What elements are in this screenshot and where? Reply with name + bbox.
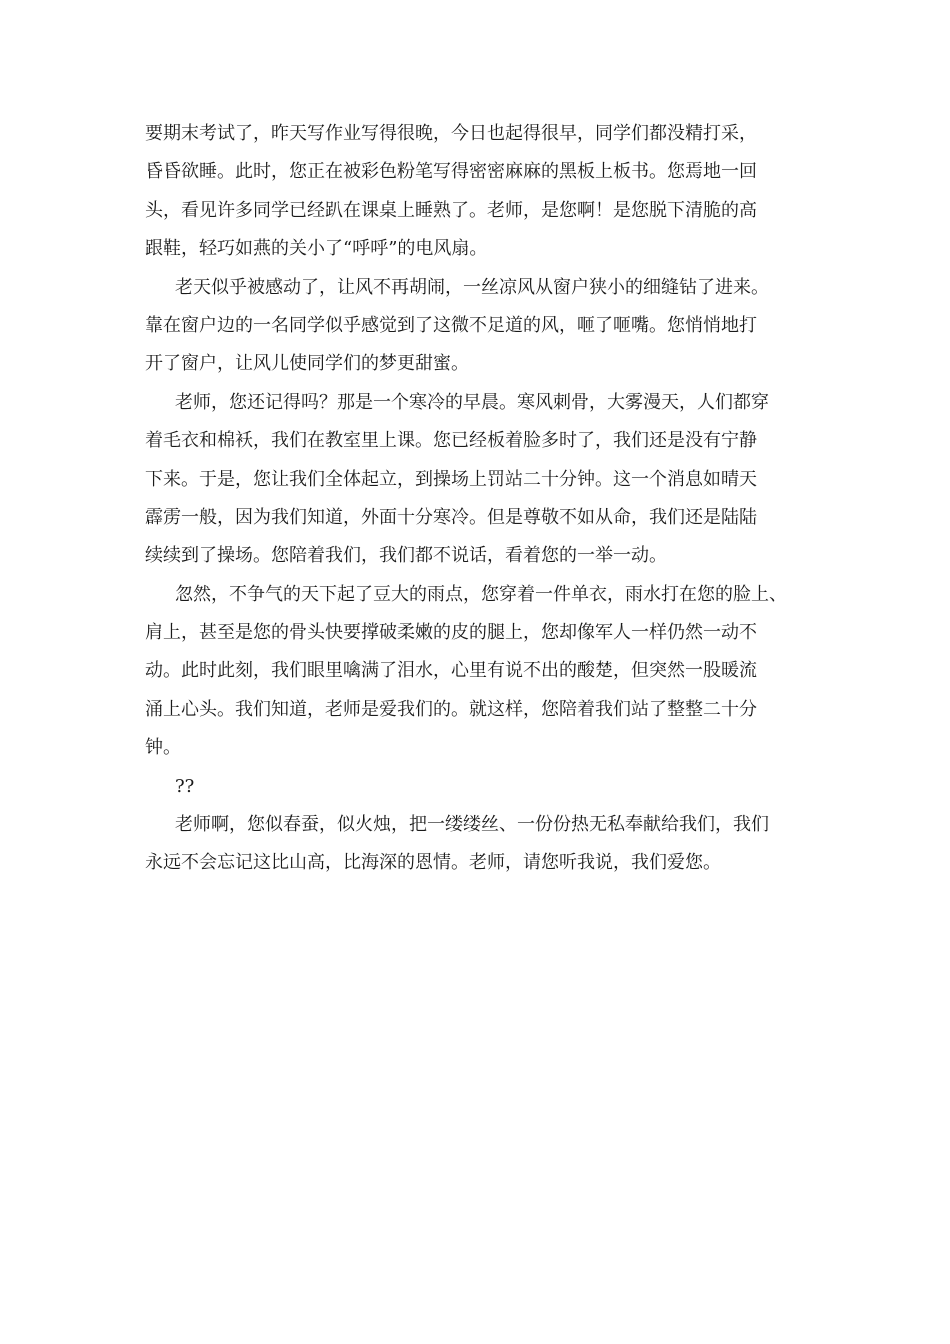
text-line: 着毛衣和棉袄，我们在教室里上课。您已经板着脸多时了，我们还是没有宁静 — [145, 430, 757, 452]
paragraph-first-line: 老师，您还记得吗？那是一个寒冷的早晨。寒风刺骨，大雾漫天，人们都穿 — [175, 391, 769, 413]
paragraph-first-line: 老天似乎被感动了，让风不再胡闹，一丝凉风从窗户狭小的细缝钻了进来。 — [175, 276, 769, 298]
text-line: 跟鞋，轻巧如燕的关小了“呼呼”的电风扇。 — [145, 238, 488, 260]
text-line: 昏昏欲睡。此时，您正在被彩色粉笔写得密密麻麻的黑板上板书。您焉地一回 — [145, 161, 757, 183]
paragraph-first-line: 忽然，不争气的天下起了豆大的雨点，您穿着一件单衣，雨水打在您的脸上、 — [175, 583, 787, 605]
text-line: 靠在窗户边的一名同学似乎感觉到了这微不足道的风，咂了咂嘴。您悄悄地打 — [145, 314, 757, 336]
essay-body — [145, 115, 815, 883]
text-line: 要期末考试了，昨天写作业写得很晚，今日也起得很早，同学们都没精打采， — [145, 123, 757, 144]
text-line: 钟。 — [145, 737, 181, 759]
placeholder-line: ?? — [175, 775, 195, 797]
text-line: 涌上心头。我们知道，老师是爱我们的。就这样，您陪着我们站了整整二十分 — [145, 698, 757, 720]
text-line: 霹雳一般，因为我们知道，外面十分寒冷。但是尊敬不如从命，我们还是陆陆 — [145, 506, 757, 528]
text-line: 肩上，甚至是您的骨头快要撑破柔嫩的皮的腿上，您却像军人一样仍然一动不 — [145, 622, 757, 644]
text-line: 下来。于是，您让我们全体起立，到操场上罚站二十分钟。这一个消息如晴天 — [145, 468, 757, 490]
text-line: 头，看见许多同学已经趴在课桌上睡熟了。老师，是您啊！是您脱下清脆的高 — [145, 199, 757, 221]
text-line: 续续到了操场。您陪着我们，我们都不说话，看着您的一举一动。 — [145, 545, 667, 567]
text-line: 永远不会忘记这比山高，比海深的恩情。老师，请您听我说，我们爱您。 — [145, 852, 721, 874]
paragraph-first-line: 老师啊，您似春蚕，似火烛，把一缕缕丝、一份份热无私奉献给我们，我们 — [175, 814, 769, 836]
text-line: 动。此时此刻，我们眼里噙满了泪水，心里有说不出的酸楚，但突然一股暖流 — [145, 660, 757, 682]
text-line: 开了窗户，让风儿使同学们的梦更甜蜜。 — [145, 353, 469, 375]
